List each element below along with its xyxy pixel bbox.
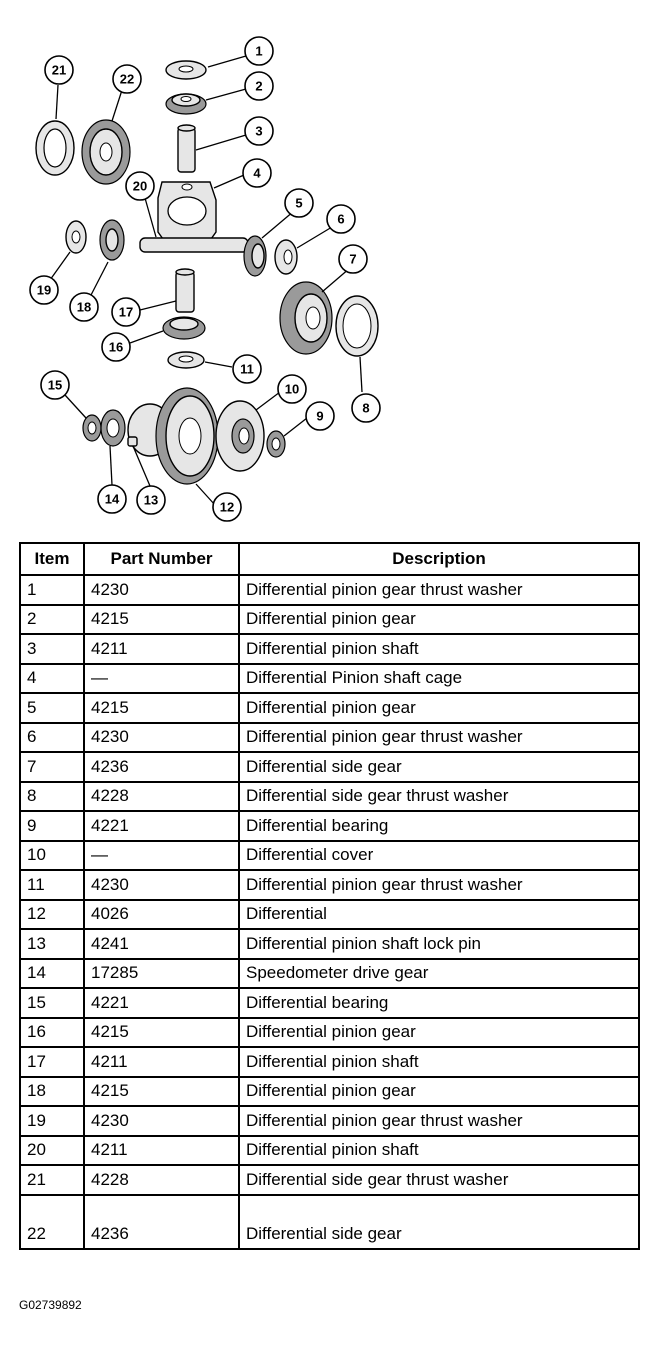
cell-part-number: 4215 <box>84 1077 239 1107</box>
table-row <box>20 841 639 871</box>
exploded-view-diagram <box>0 0 660 530</box>
cell-item: 22 <box>20 1195 84 1249</box>
cell-description: Differential pinion shaft <box>239 1047 639 1077</box>
callout-6 <box>327 205 355 233</box>
cell-part-number: 4236 <box>84 1195 239 1249</box>
callout-5 <box>285 189 313 217</box>
cell-part-number: 4228 <box>84 782 239 812</box>
parts-table <box>19 542 640 1250</box>
svg-text:10: 10 <box>284 381 300 397</box>
svg-text:8: 8 <box>362 400 370 416</box>
table-row <box>20 1047 639 1077</box>
svg-text:7: 7 <box>349 251 357 267</box>
cell-description: Differential side gear thrust washer <box>239 1165 639 1195</box>
cell-item: 15 <box>20 988 84 1018</box>
callout-16 <box>102 333 130 361</box>
table-row <box>20 1077 639 1107</box>
cell-description: Differential pinion gear <box>239 1077 639 1107</box>
table-row <box>20 870 639 900</box>
callout-9 <box>306 402 334 430</box>
cell-item: 8 <box>20 782 84 812</box>
cell-part-number: 4221 <box>84 988 239 1018</box>
cell-description: Differential pinion gear thrust washer <box>239 575 639 605</box>
cell-description: Differential pinion shaft lock pin <box>239 929 639 959</box>
table-row <box>20 811 639 841</box>
callout-7 <box>339 245 367 273</box>
callout-11 <box>233 355 261 383</box>
cell-item: 12 <box>20 900 84 930</box>
cell-part-number: 4215 <box>84 605 239 635</box>
cell-part-number: 4230 <box>84 723 239 753</box>
cell-description: Differential pinion gear thrust washer <box>239 723 639 753</box>
callout-21 <box>45 56 73 84</box>
header-part-number: Part Number <box>84 543 239 575</box>
svg-text:20: 20 <box>132 178 148 194</box>
table-row <box>20 752 639 782</box>
callout-15 <box>41 371 69 399</box>
svg-text:22: 22 <box>119 71 135 87</box>
svg-text:9: 9 <box>316 408 324 424</box>
table-row <box>20 959 639 989</box>
svg-text:17: 17 <box>118 304 134 320</box>
cell-part-number: 4211 <box>84 1136 239 1166</box>
table-row <box>20 1136 639 1166</box>
svg-text:19: 19 <box>36 282 52 298</box>
table-row <box>20 605 639 635</box>
cell-item: 10 <box>20 841 84 871</box>
svg-text:2: 2 <box>255 78 263 94</box>
cell-description: Differential pinion gear thrust washer <box>239 870 639 900</box>
cell-description: Differential pinion gear <box>239 1018 639 1048</box>
callout-3 <box>245 117 273 145</box>
svg-text:21: 21 <box>51 62 67 78</box>
svg-text:13: 13 <box>143 492 159 508</box>
cell-part-number: 4221 <box>84 811 239 841</box>
cell-description: Differential bearing <box>239 988 639 1018</box>
svg-text:6: 6 <box>337 211 345 227</box>
cell-description: Differential pinion gear <box>239 605 639 635</box>
table-row <box>20 988 639 1018</box>
cell-part-number: 4230 <box>84 575 239 605</box>
callout-14 <box>98 485 126 513</box>
cell-item: 1 <box>20 575 84 605</box>
cell-part-number: 4215 <box>84 693 239 723</box>
cell-description: Differential Pinion shaft cage <box>239 664 639 694</box>
cell-item: 2 <box>20 605 84 635</box>
cell-description: Differential bearing <box>239 811 639 841</box>
cell-part-number: 4211 <box>84 634 239 664</box>
cell-part-number: 4241 <box>84 929 239 959</box>
callout-19 <box>30 276 58 304</box>
svg-text:4: 4 <box>253 165 261 181</box>
cell-description: Speedometer drive gear <box>239 959 639 989</box>
cell-item: 3 <box>20 634 84 664</box>
header-item: Item <box>20 543 84 575</box>
svg-text:14: 14 <box>104 491 120 507</box>
table-row <box>20 1106 639 1136</box>
svg-text:18: 18 <box>76 299 92 315</box>
table-row <box>20 575 639 605</box>
cell-part-number: 4230 <box>84 1106 239 1136</box>
table-row <box>20 723 639 753</box>
cell-item: 5 <box>20 693 84 723</box>
table-row <box>20 1165 639 1195</box>
cell-description: Differential pinion shaft <box>239 634 639 664</box>
cell-item: 20 <box>20 1136 84 1166</box>
cell-item: 9 <box>20 811 84 841</box>
callout-2 <box>245 72 273 100</box>
cell-item: 17 <box>20 1047 84 1077</box>
table-row <box>20 900 639 930</box>
callout-1 <box>245 37 273 65</box>
svg-text:11: 11 <box>240 361 254 377</box>
header-description: Description <box>239 543 639 575</box>
table-row <box>20 1018 639 1048</box>
table-row <box>20 1195 639 1249</box>
callout-12 <box>213 493 241 521</box>
cell-item: 7 <box>20 752 84 782</box>
cell-description: Differential pinion gear thrust washer <box>239 1106 639 1136</box>
cell-item: 13 <box>20 929 84 959</box>
table-header-row <box>20 543 639 575</box>
cell-description: Differential cover <box>239 841 639 871</box>
cell-part-number: 4026 <box>84 900 239 930</box>
svg-text:3: 3 <box>255 123 263 139</box>
cell-item: 14 <box>20 959 84 989</box>
callout-17 <box>112 298 140 326</box>
figure-id: G02739892 <box>19 1298 82 1312</box>
cell-part-number: — <box>84 841 239 871</box>
callout-22 <box>113 65 141 93</box>
table-row <box>20 782 639 812</box>
cell-item: 6 <box>20 723 84 753</box>
cell-description: Differential pinion shaft <box>239 1136 639 1166</box>
cell-description: Differential side gear <box>239 752 639 782</box>
cell-description: Differential <box>239 900 639 930</box>
cell-part-number: 4215 <box>84 1018 239 1048</box>
cell-description: Differential side gear <box>239 1195 639 1249</box>
cell-part-number: 4230 <box>84 870 239 900</box>
table-row <box>20 929 639 959</box>
cell-part-number: — <box>84 664 239 694</box>
cell-description: Differential side gear thrust washer <box>239 782 639 812</box>
cell-item: 16 <box>20 1018 84 1048</box>
callout-13 <box>137 486 165 514</box>
svg-text:1: 1 <box>255 43 263 59</box>
cell-part-number: 17285 <box>84 959 239 989</box>
table-row <box>20 693 639 723</box>
cell-item: 4 <box>20 664 84 694</box>
svg-text:16: 16 <box>108 339 124 355</box>
cell-description: Differential pinion gear <box>239 693 639 723</box>
svg-text:15: 15 <box>47 377 63 393</box>
cell-part-number: 4236 <box>84 752 239 782</box>
cell-part-number: 4228 <box>84 1165 239 1195</box>
cell-item: 11 <box>20 870 84 900</box>
cell-item: 18 <box>20 1077 84 1107</box>
callout-8 <box>352 394 380 422</box>
callout-10 <box>278 375 306 403</box>
cell-part-number: 4211 <box>84 1047 239 1077</box>
callout-18 <box>70 293 98 321</box>
cell-item: 19 <box>20 1106 84 1136</box>
table-row <box>20 664 639 694</box>
callout-20 <box>126 172 154 200</box>
table-row <box>20 634 639 664</box>
svg-text:5: 5 <box>295 195 303 211</box>
cell-item: 21 <box>20 1165 84 1195</box>
svg-text:12: 12 <box>219 499 235 515</box>
callout-4 <box>243 159 271 187</box>
